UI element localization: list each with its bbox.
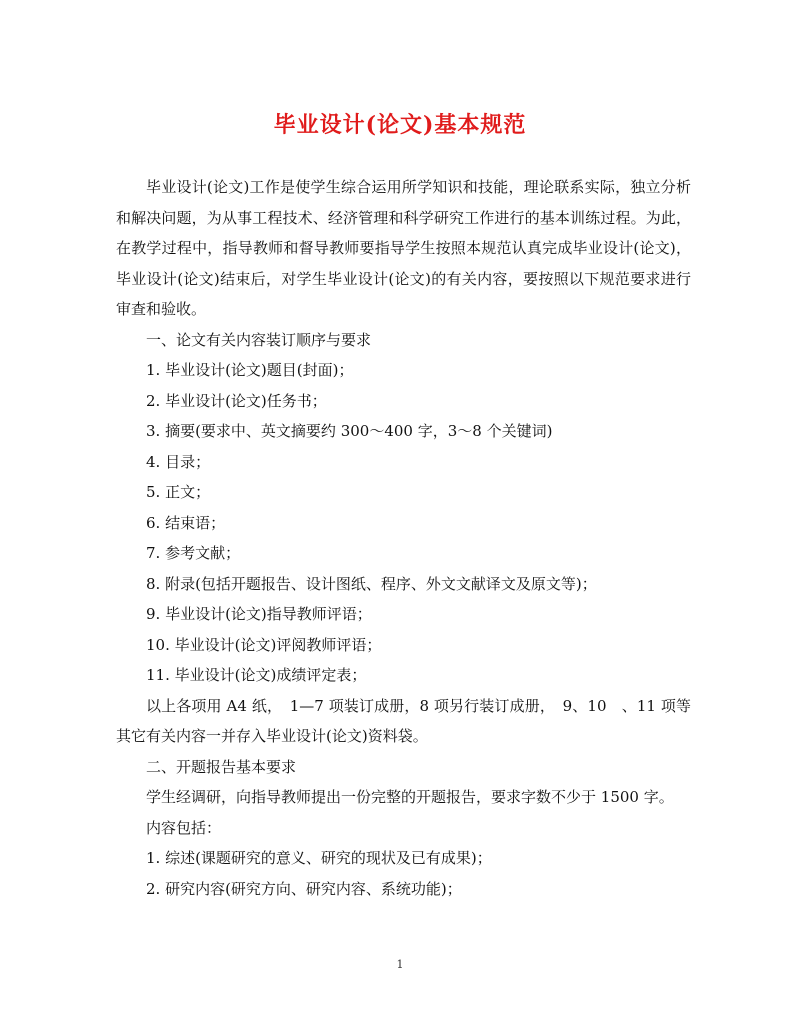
section2-paragraph: 学生经调研，向指导教师提出一份完整的开题报告，要求字数不少于 1500 字。 — [146, 788, 674, 806]
list-item: 2. 毕业设计(论文)任务书； — [146, 391, 327, 410]
list-item: 7. 参考文献； — [146, 544, 241, 562]
section1-list — [116, 355, 691, 691]
section1-heading: 一、论文有关内容装订顺序与要求 — [146, 330, 372, 349]
list-item: 1. 综述(课题研究的意义、研究的现状及已有成果)； — [146, 849, 492, 867]
section2-heading: 二、开题报告基本要求 — [146, 757, 297, 776]
list-item: 3. 摘要(要求中、英文摘要约 300～400 字，3～8 个关键词) — [146, 422, 553, 440]
list-item: 6. 结束语； — [146, 513, 226, 532]
list-item: 4. 目录； — [146, 452, 211, 471]
list-item: 10. 毕业设计(论文)评阅教师评语； — [146, 635, 382, 654]
list-item: 1. 毕业设计(论文)题目(封面)； — [146, 361, 354, 379]
list-item: 5. 正文； — [146, 483, 211, 501]
page-number: 1 — [396, 958, 404, 971]
list-item: 9. 毕业设计(论文)指导教师评语； — [146, 605, 372, 623]
document-body — [116, 172, 691, 904]
intro-paragraph: 毕业设计(论文)工作是使学生综合运用所学知识和技能，理论联系实际，独立分析和解决问题，为从事工程技术、经济管理和科学研究工作进行的基本训练过程。为此，在教学过程中，指导教师和督导教师要指导学生按照本规范认真完成毕业设计(论文)，毕业设计(论文)结束后，对学生毕业设计(论文)的有关内容，要按照以下规范要求进行审查和验收。 — [116, 178, 691, 318]
section2-list — [116, 843, 691, 904]
section1-note: 以上各项用 A4 纸， 1—7 项装订成册，8 项另行装订成册， 9、10 、11 项等其它有关内容一并存入毕业设计(论文)资料袋。 — [116, 696, 691, 745]
list-item: 2. 研究内容(研究方向、研究内容、系统功能)； — [146, 879, 462, 898]
list-item: 11. 毕业设计(论文)成绩评定表； — [146, 666, 367, 684]
document-title: 毕业设计(论文)基本规范 — [273, 112, 527, 138]
list-item: 8. 附录(包括开题报告、设计图纸、程序、外文文献译文及原文等)； — [146, 574, 597, 593]
section2-contents-label: 内容包括： — [146, 818, 222, 837]
